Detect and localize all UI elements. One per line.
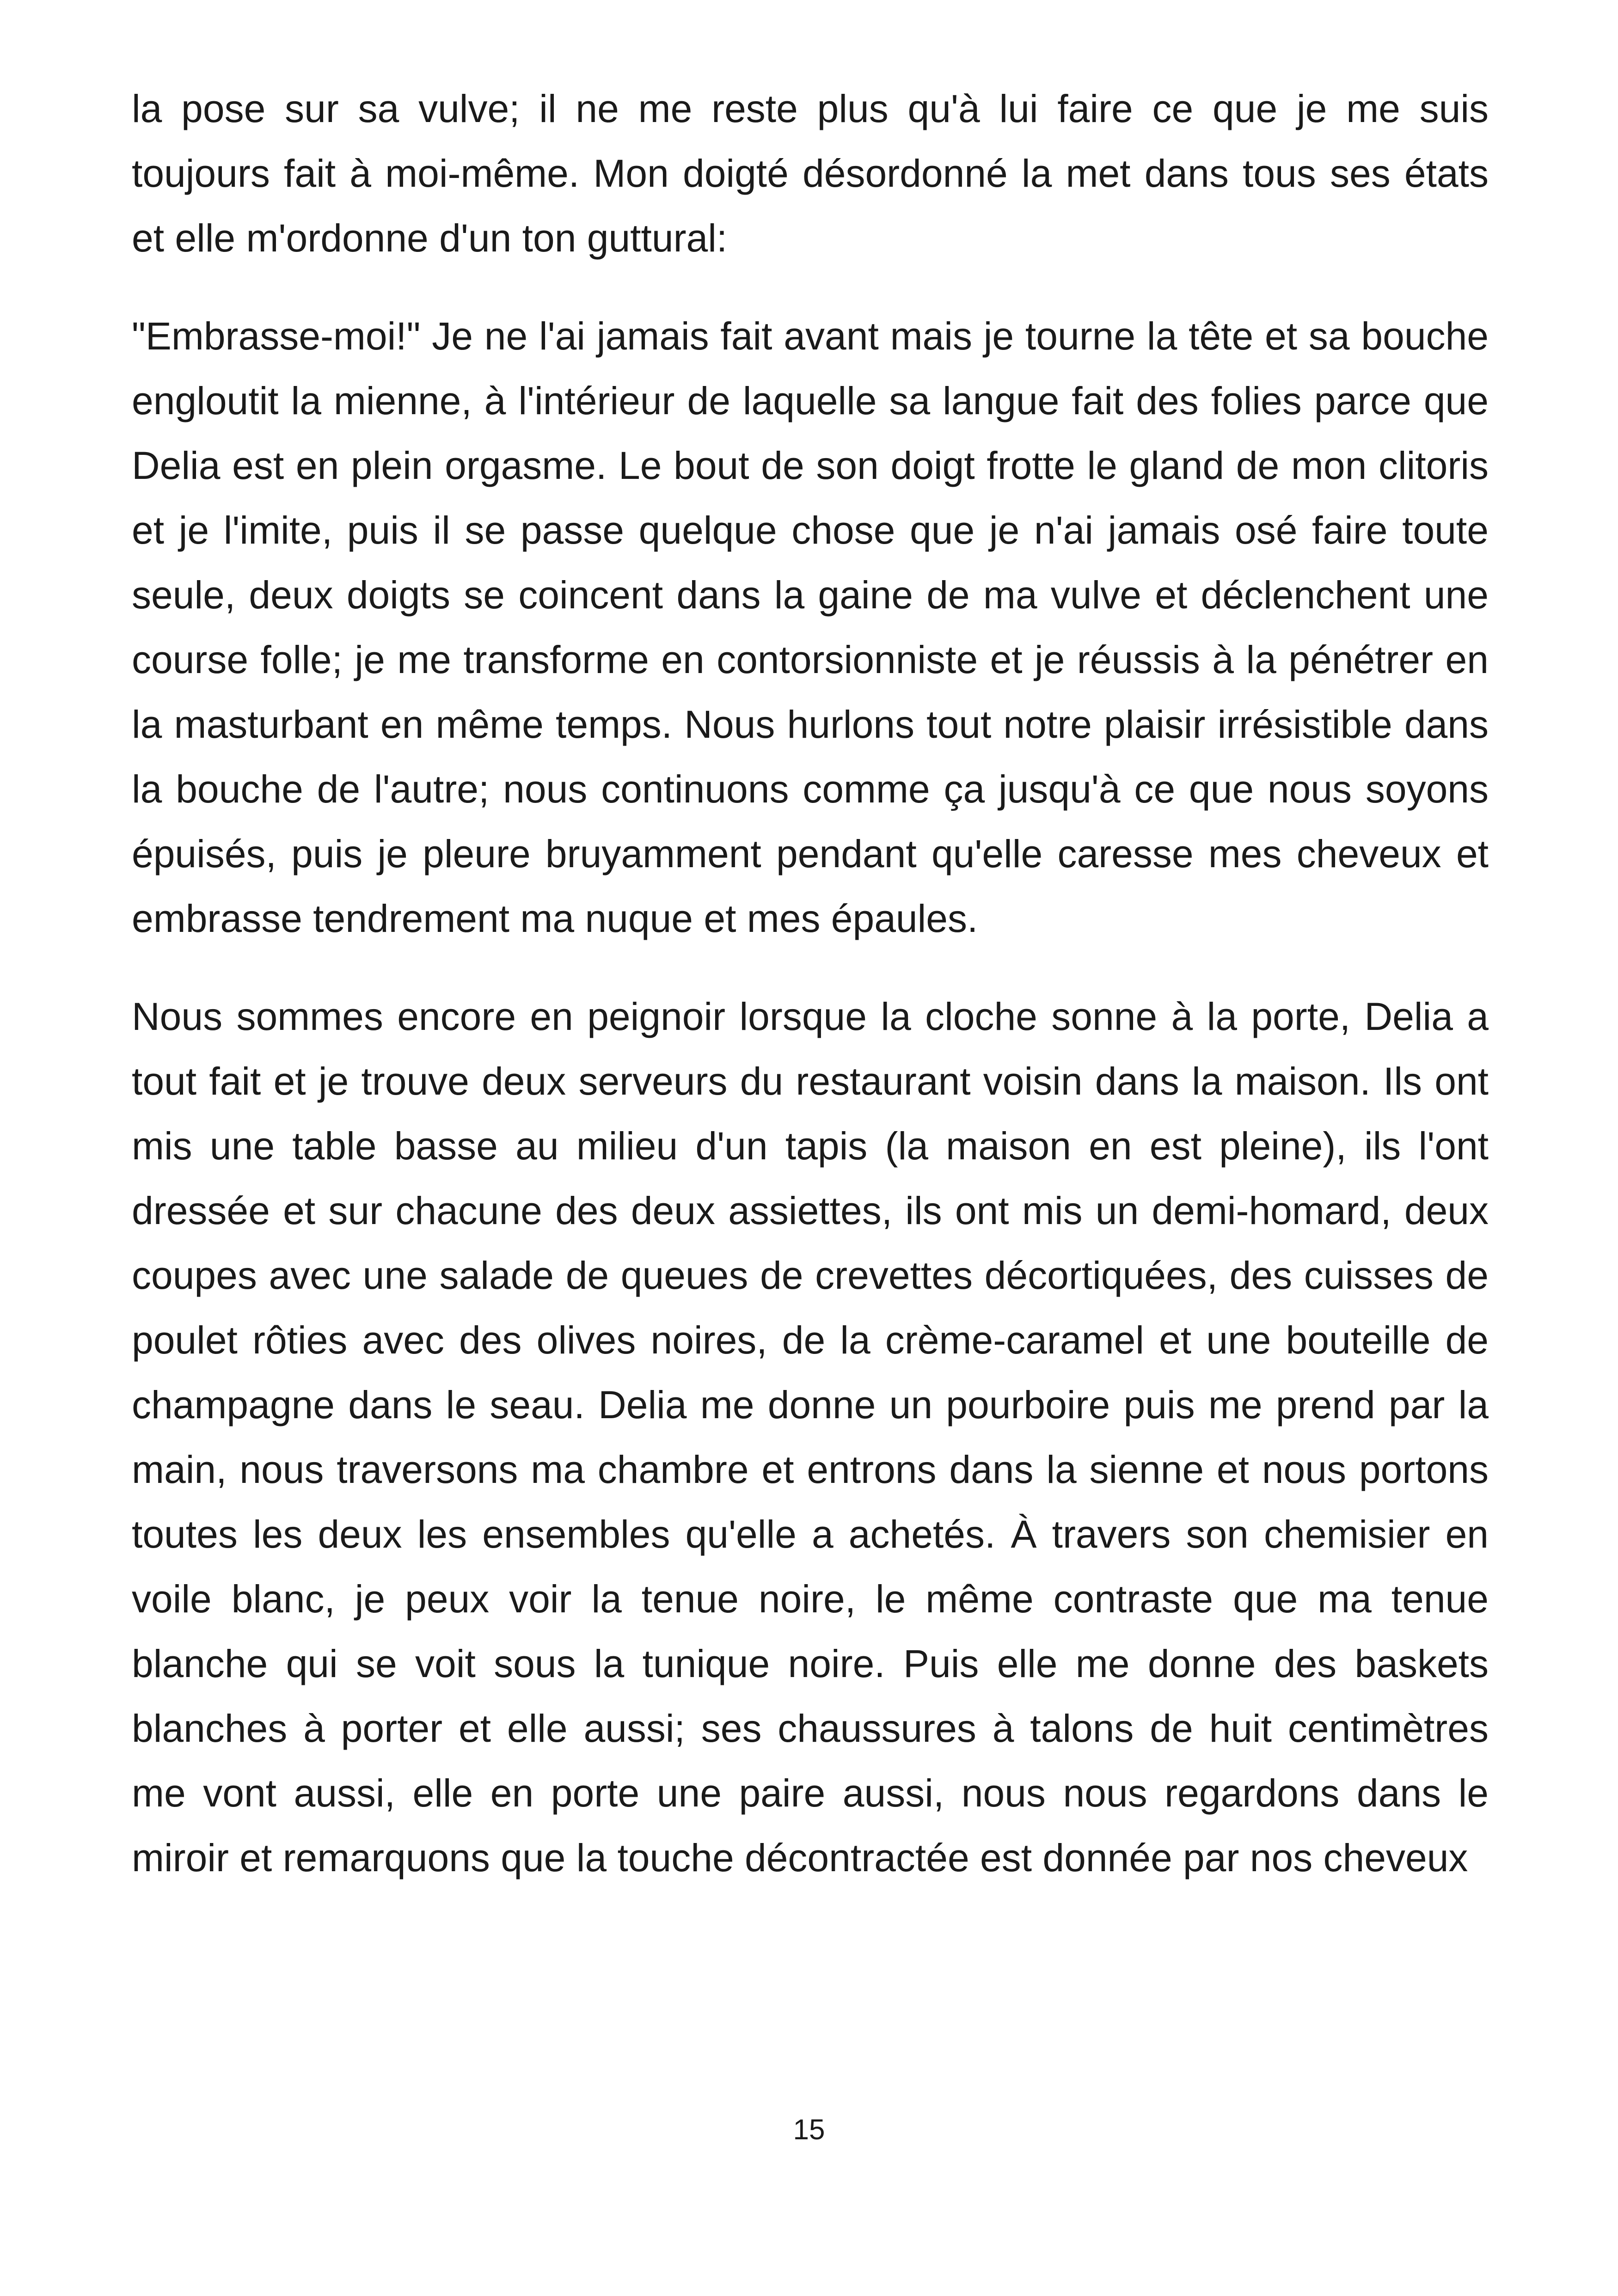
body-text <box>132 76 1489 1923</box>
paragraph-1: la pose sur sa vulve; il ne me reste plus qu'à lui faire ce que je me suis toujours fait à moi-même. Mon doigté désordonné la met dans tous ses états et elle m'ordonne d'un ton guttural: <box>132 87 1489 260</box>
paragraph-2: "Embrasse-moi!" Je ne l'ai jamais fait avant mais je tourne la tête et sa bouche engloutit la mienne, à l'intérieur de laquelle sa langue fait des folies parce que Delia est en plein orgasme. Le bout de son doigt frotte le gland de mon clitoris et je l'imite, puis il se passe quelque chose que je n'ai jamais osé faire toute seule, deux doigts se coincent dans la gaine de ma vulve et déclenchent une course folle; je me transforme en contorsionniste et je réussis à la pénétrer en la masturbant en même temps. Nous hurlons tout notre plaisir irrésistible dans la bouche de l'autre; nous continuons comme ça jusqu'à ce que nous soyons épuisés, puis je pleure bruyamment pendant qu'elle caresse mes cheveux et embrasse tendrement ma nuque et mes épaules. <box>132 314 1489 940</box>
paragraph-3: Nous sommes encore en peignoir lorsque la cloche sonne à la porte, Delia a tout fait et je trouve deux serveurs du restaurant voisin dans la maison. Ils ont mis une table basse au milieu d'un tapis (la maison en est pleine), ils l'ont dressée et sur chacune des deux assiettes, ils ont mis un demi-homard, deux coupes avec une salade de queues de crevettes décortiquées, des cuisses de poulet rôties avec des olives noires, de la crème-caramel et une bouteille de champagne dans le seau. Delia me donne un pourboire puis me prend par la main, nous traversons ma chambre et entrons dans la sienne et nous portons toutes les deux les ensembles qu'elle a achetés. À travers son chemisier en voile blanc, je peux voir la tenue noire, le même contraste que ma tenue blanche qui se voit sous la tunique noire. Puis elle me donne des baskets blanches à porter et elle aussi; ses chaussures à talons de huit centimètres me vont aussi, elle en porte une paire aussi, nous nous regardons dans le miroir et remarquons que la touche décontractée est donnée par nos cheveux <box>132 995 1489 1880</box>
page-number: 15 <box>793 2114 825 2146</box>
